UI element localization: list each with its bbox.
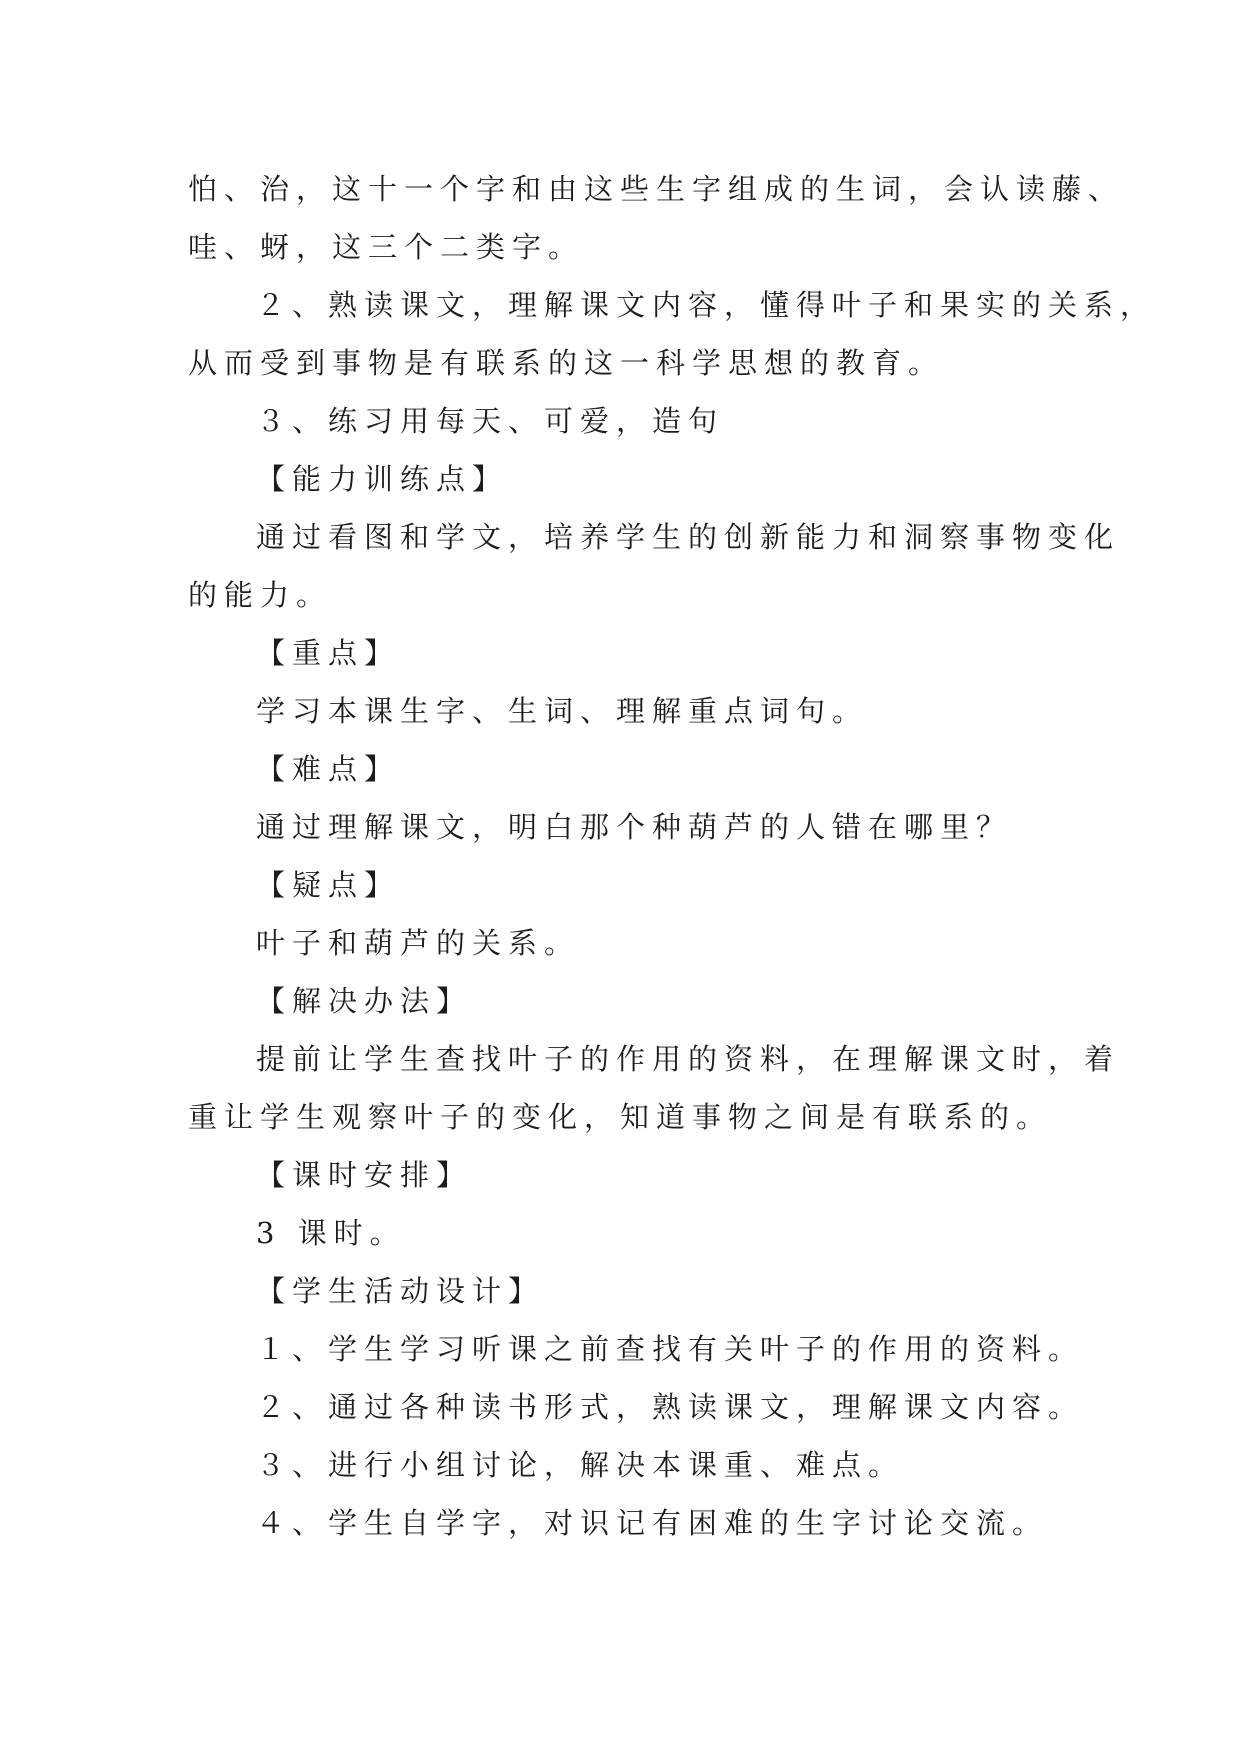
text-line: ３、练习用每天、可爱，造句 — [256, 404, 725, 438]
text-line: ２、熟读课文，理解课文内容，懂得叶子和果实的关系， — [256, 288, 1157, 322]
text-line: 通过看图和学文，培养学生的创新能力和洞察事物变化 — [256, 520, 1121, 554]
text-line: 重让学生观察叶子的变化，知道事物之间是有联系的。 — [188, 1100, 1053, 1134]
text-line: 学习本课生字、生词、理解重点词句。 — [256, 694, 869, 728]
section-heading: 【能力训练点】 — [256, 462, 509, 496]
list-item: １、学生学习听课之前查找有关叶子的作用的资料。 — [256, 1332, 1085, 1366]
text-line: 哇、蚜，这三个二类字。 — [188, 230, 585, 264]
list-item: ３、进行小组讨论，解决本课重、难点。 — [256, 1448, 905, 1482]
section-heading: 【难点】 — [256, 752, 401, 786]
list-item: ２、通过各种读书形式，熟读课文，理解课文内容。 — [256, 1390, 1085, 1424]
section-heading: 【重点】 — [256, 636, 401, 670]
section-heading: 【课时安排】 — [256, 1158, 473, 1192]
text-line: 从而受到事物是有联系的这一科学思想的教育。 — [188, 346, 945, 380]
section-heading: 【解决办法】 — [256, 984, 473, 1018]
section-heading: 【疑点】 — [256, 868, 401, 902]
section-heading: 【学生活动设计】 — [256, 1274, 545, 1308]
text-line: 提前让学生查找叶子的作用的资料，在理解课文时，着 — [256, 1042, 1121, 1076]
text-line: 怕、治，这十一个字和由这些生字组成的生词，会认读藤、 — [188, 172, 1125, 206]
text-line: 的能力。 — [188, 578, 333, 612]
text-line: 通过理解课文，明白那个种葫芦的人错在哪里？ — [256, 810, 1013, 844]
document-body — [188, 160, 1157, 1552]
text-line: 叶子和葫芦的关系。 — [256, 926, 581, 960]
text-line: 3 课时。 — [256, 1216, 406, 1250]
list-item: ４、学生自学字，对识记有困难的生字讨论交流。 — [256, 1506, 1049, 1540]
